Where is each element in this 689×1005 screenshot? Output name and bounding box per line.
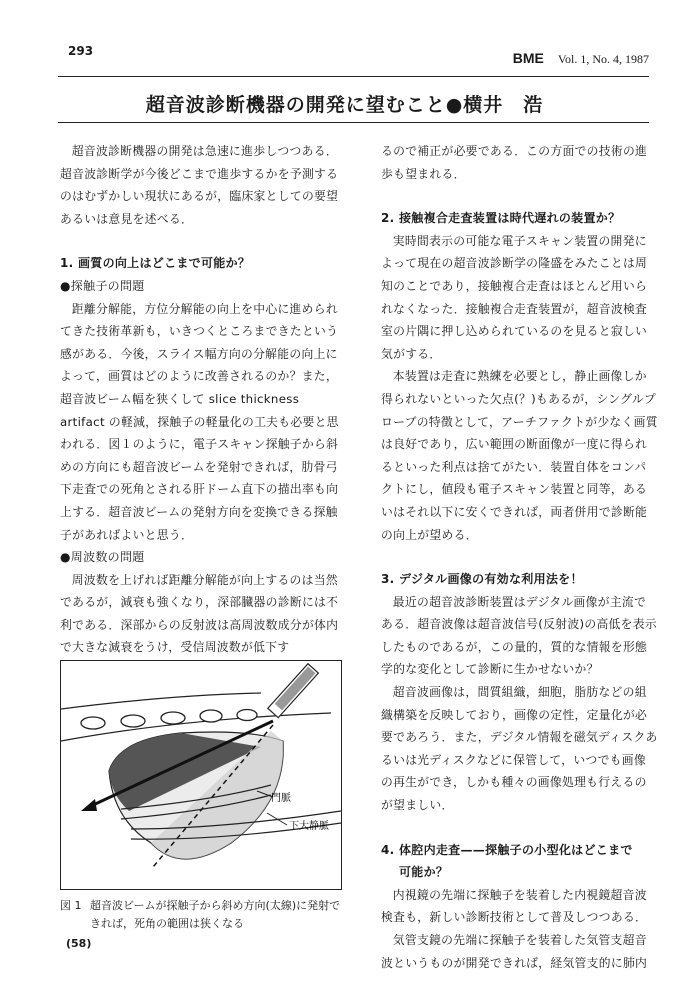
section-3-paragraph-1: 最近の超音波診断装置はデジタル画像が主流である．超音波像は超音波信号(反射波)の高低を表示したものであるが，この量的，質的な情報を形態学的な変化として診断に生かせないか？ — [381, 594, 657, 677]
label-portal-vein: 門脈 — [271, 793, 291, 804]
subsection-frequency-heading: ● 周波数の問題 — [60, 546, 343, 569]
intro-paragraph: 超音波診断機器の開発は急速に進歩しつつある．超音波診断学が今後どこまで進歩するかを予測するのはむずかしい現状にあるが，臨床家としての要望あるいは意見を述べる． — [60, 144, 339, 226]
label-ivc: 下大静脈 — [289, 821, 329, 832]
subsection-probe-heading: ● 探触子の問題 — [60, 275, 343, 298]
journal-issue: Vol. 1, No. 4, 1987 — [557, 52, 649, 66]
section-3-paragraph-2: 超音波画像は，間質組織，細胞，脂肪などの組織構築を反映しており，画像の定性，定量化が必要であろう．また，デジタル情報を磁気ディスクあるいは光ディスクなどに保管して，いつでも画像の再生ができ，しかも種々の画像処理も行えるのが望ましい． — [381, 685, 658, 813]
figure-caption-text: 超音波ビームが探触子から斜め方向(太線)に発射できれば，死角の範囲は狭くなる — [90, 899, 341, 930]
section-1-paragraph-1: 距離分解能，方位分解能の向上を中心に進められてきた技術革新も，いきつくところまできたという感がある．今後，スライス幅方向の分解能の向上によって，画質はどのように改善されるのか？また，超音波ビーム幅を狭くして slice thickness artifact の軽減，探触子の軽量化の工夫も必要と思われる．図１のように，電子スキャン探触子から斜めの方向にも超音波ビームを発射できれば，肋骨弓下走査での死角とされる肝ドーム直下の描出率も向上する．超音波ビームの発射方向を変換できる探触子があればよいと思う． — [60, 301, 339, 542]
section-2-heading: 2. 接触複合走査装置は時代遅れの装置か？ — [381, 211, 621, 226]
section-4-paragraph-1: 内視鏡の先端に探触子を装着した内視鏡超音波検査も，新しい診断技術として普及しつつある． — [381, 887, 648, 925]
section-4-heading-line-2: 可能か？ — [399, 865, 449, 880]
page-number: 293 — [68, 44, 94, 58]
figure-caption-label: 図 1 — [60, 899, 82, 912]
section-4-heading: 4. 体腔内走査——探触子の小型化はどこまで — [381, 842, 633, 857]
figure-1 — [60, 660, 342, 890]
left-column — [60, 140, 343, 659]
article-title: 超音波診断機器の開発に望むこと●横井 浩 — [145, 94, 544, 116]
title-rule — [58, 122, 649, 123]
figure-1-illustration — [61, 661, 341, 889]
section-2-paragraph-1: 実時間表示の可能な電子スキャン装置の開発によって現在の超音波診断学の隆盛をみたことは周知のことであり，接触複合走査はほとんど用いられなくなった．接触複合走査装置が，超音波検査室の片隅に押し込められているのを見ると寂しい気がする． — [381, 233, 648, 361]
section-3-heading: 3. デジタル画像の有効な利用法を！ — [381, 572, 583, 587]
section-1-heading: 1. 画質の向上はどこまで可能か？ — [60, 256, 251, 271]
header-rule — [58, 76, 649, 77]
section-4-paragraph-2: 気管支鏡の先端に探触子を装着した気管支超音波というものが開発できれば，経気管支的に肺内 — [381, 933, 648, 970]
journal-header — [513, 50, 649, 67]
section-1-paragraph-2: 周波数を上げれば距離分解能が向上するのは当然であるが，減衰も強くなり，深部臓器の診断には不利である．深部からの反射波は高周波数成分が体内で大きな減衰をうけ，受信周波数が低下す — [60, 572, 339, 655]
folio: (58) — [66, 937, 92, 950]
journal-name: BME — [512, 50, 544, 66]
figure-caption — [60, 897, 350, 933]
section-2-paragraph-2: 本装置は走査に熟練を必要とし，静止画像しか得られないといった欠点(？)もあるが，シングルプローブの特徴として，アーチファクトが少なく画質は良好であり，広い範囲の断面像が一度に得られるといった利点は捨てがたい．装置自体をコンパクトにし，値段も電子スキャン装置と同等，あるいはそれ以下に安くできれば，両者併用で診断能の向上が望める． — [381, 369, 658, 542]
right-column — [381, 140, 658, 974]
section-1-paragraph-2-cont: るので補正が必要である．この方面での技術の進歩も望まれる． — [381, 144, 648, 181]
